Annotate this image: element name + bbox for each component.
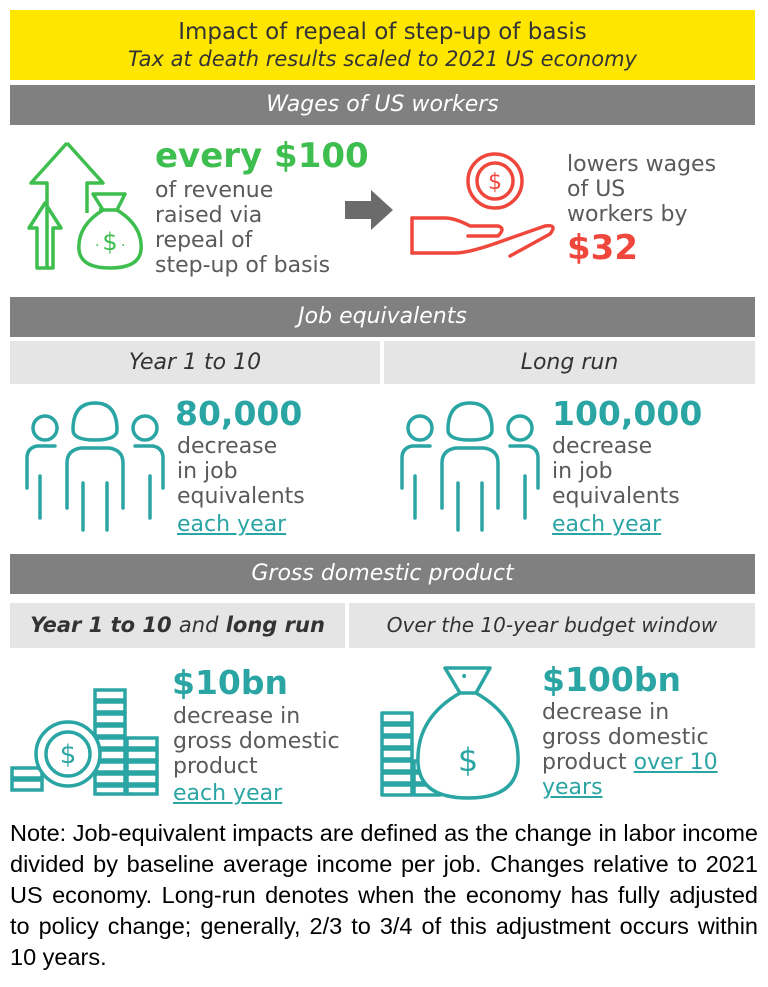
wages-left-value: every $100 [155,136,369,176]
gdp-left-each-year: each year [173,781,283,806]
wages-header: Wages of US workers [10,85,755,125]
svg-text:$: $ [457,741,479,779]
coins-stack-icon [10,688,160,796]
jobs-right-subheader: Long run [384,341,755,384]
gdp-right-value: $100bn [542,660,681,699]
svg-text:•: • [460,669,469,685]
money-bag-growth-icon [25,138,155,273]
title: Impact of repeal of step-up of basis [178,19,587,45]
jobs-left-each-year: each year [177,512,287,537]
svg-text:$: $ [488,170,502,195]
gdp-right-over-10: over 10 [633,750,718,775]
gdp-header: Gross domestic product [10,554,755,594]
gdp-left-subheader: Year 1 to 10 and long run [10,603,345,648]
jobs-right-value: 100,000 [552,394,703,433]
arrow-right-icon [345,188,395,232]
wages-left-text: of revenue raised via repeal of step-up of basis [155,178,331,278]
footnote: Note: Job-equivalent impacts are defined as the change in labor income divided by baseline average income per job. Changes relative to 2021 US economy. Long-run denotes when the economy has fully adjusted to policy change; generally, 2/3 to 3/4 of this adjustment occurs within 10 years. [10,820,758,970]
wages-right-text: lowers wages of US workers by [567,152,717,227]
gdp-left-text: decrease in gross domestic product [173,704,340,779]
jobs-left-desc: decrease in job equivalents [177,434,305,509]
gdp-right-text: decrease in gross domestic product over 10 years [542,700,718,800]
people-group-icon [400,398,540,533]
jobs-right-desc: decrease in job equivalents [552,434,680,509]
jobs-header: Job equivalents [10,297,755,337]
svg-text:$: $ [102,228,118,256]
title-banner [10,10,755,80]
svg-text:·: · [121,238,126,254]
money-bag-icon [380,663,525,803]
svg-text:·: · [95,238,100,254]
wages-right-value: $32 [567,228,638,268]
jobs-right-each-year: each year [552,512,662,537]
subtitle: Tax at death results scaled to 2021 US economy [128,47,637,71]
jobs-left-value: 80,000 [175,394,303,433]
gdp-left-value: $10bn [172,663,288,702]
coin-hand-icon [410,148,560,258]
gdp-right-years: years [542,775,603,800]
people-group-icon [25,398,165,533]
svg-text:$: $ [59,740,77,770]
jobs-left-subheader: Year 1 to 10 [10,341,380,384]
gdp-right-subheader: Over the 10-year budget window [349,603,755,648]
